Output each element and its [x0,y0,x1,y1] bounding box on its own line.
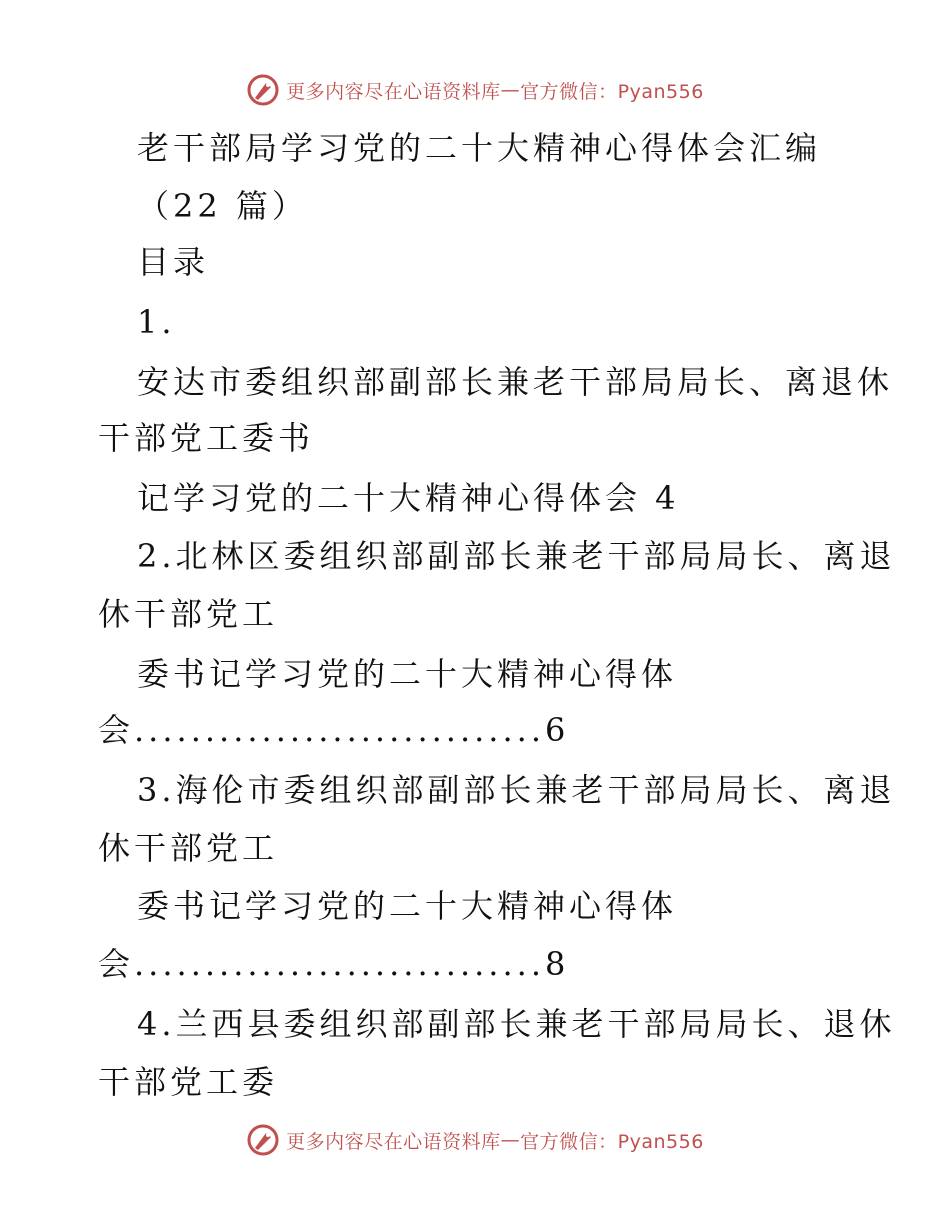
watermark-separator: — [500,79,521,101]
pen-nib-icon [246,1123,280,1157]
header-watermark [0,70,950,110]
toc-entry-2-line-1: 2.北林区委组织部副部长兼老干部局局长、离退 [137,537,896,575]
watermark-wechat-text: 官方微信：Pyan556 [520,80,704,103]
toc-entry-1-line-1: 1. [137,303,176,341]
toc-entry-3-line-2: 休干部党工 [98,829,279,867]
toc-entry-1-line-4: 记学习党的二十大精神心得体会 4 [137,479,680,517]
toc-entry-2-line-2: 休干部党工 [98,595,279,633]
document-subtitle: （22 篇） [137,187,308,225]
toc-entry-2-line-4: 会.............................6 [98,711,570,749]
toc-entry-4-line-2: 干部党工委 [98,1063,279,1101]
watermark-separator: — [500,1129,521,1151]
toc-entry-3-line-3: 委书记学习党的二十大精神心得体 [137,887,678,925]
toc-heading: 目录 [137,243,210,281]
toc-entry-2-line-3: 委书记学习党的二十大精神心得体 [137,655,678,693]
pen-nib-icon [246,73,280,107]
toc-entry-1-line-2: 安达市委组织部副部长兼老干部局局长、离退休 [137,363,894,401]
toc-entry-3-line-1: 3.海伦市委组织部副部长兼老干部局局长、离退 [137,771,896,809]
toc-entry-3-line-4: 会.............................8 [98,945,570,983]
watermark-brand-text: 更多内容尽在心语资料库 [286,80,501,103]
toc-entry-4-line-1: 4.兰西县委组织部副部长兼老干部局局长、退休 [137,1005,896,1043]
footer-watermark [0,1120,950,1160]
toc-entry-1-line-3: 干部党工委书 [98,419,315,457]
watermark-brand-text: 更多内容尽在心语资料库 [286,1130,501,1153]
document-title: 老干部局学习党的二十大精神心得体会汇编 [137,129,822,167]
watermark-wechat-text: 官方微信：Pyan556 [520,1130,704,1153]
